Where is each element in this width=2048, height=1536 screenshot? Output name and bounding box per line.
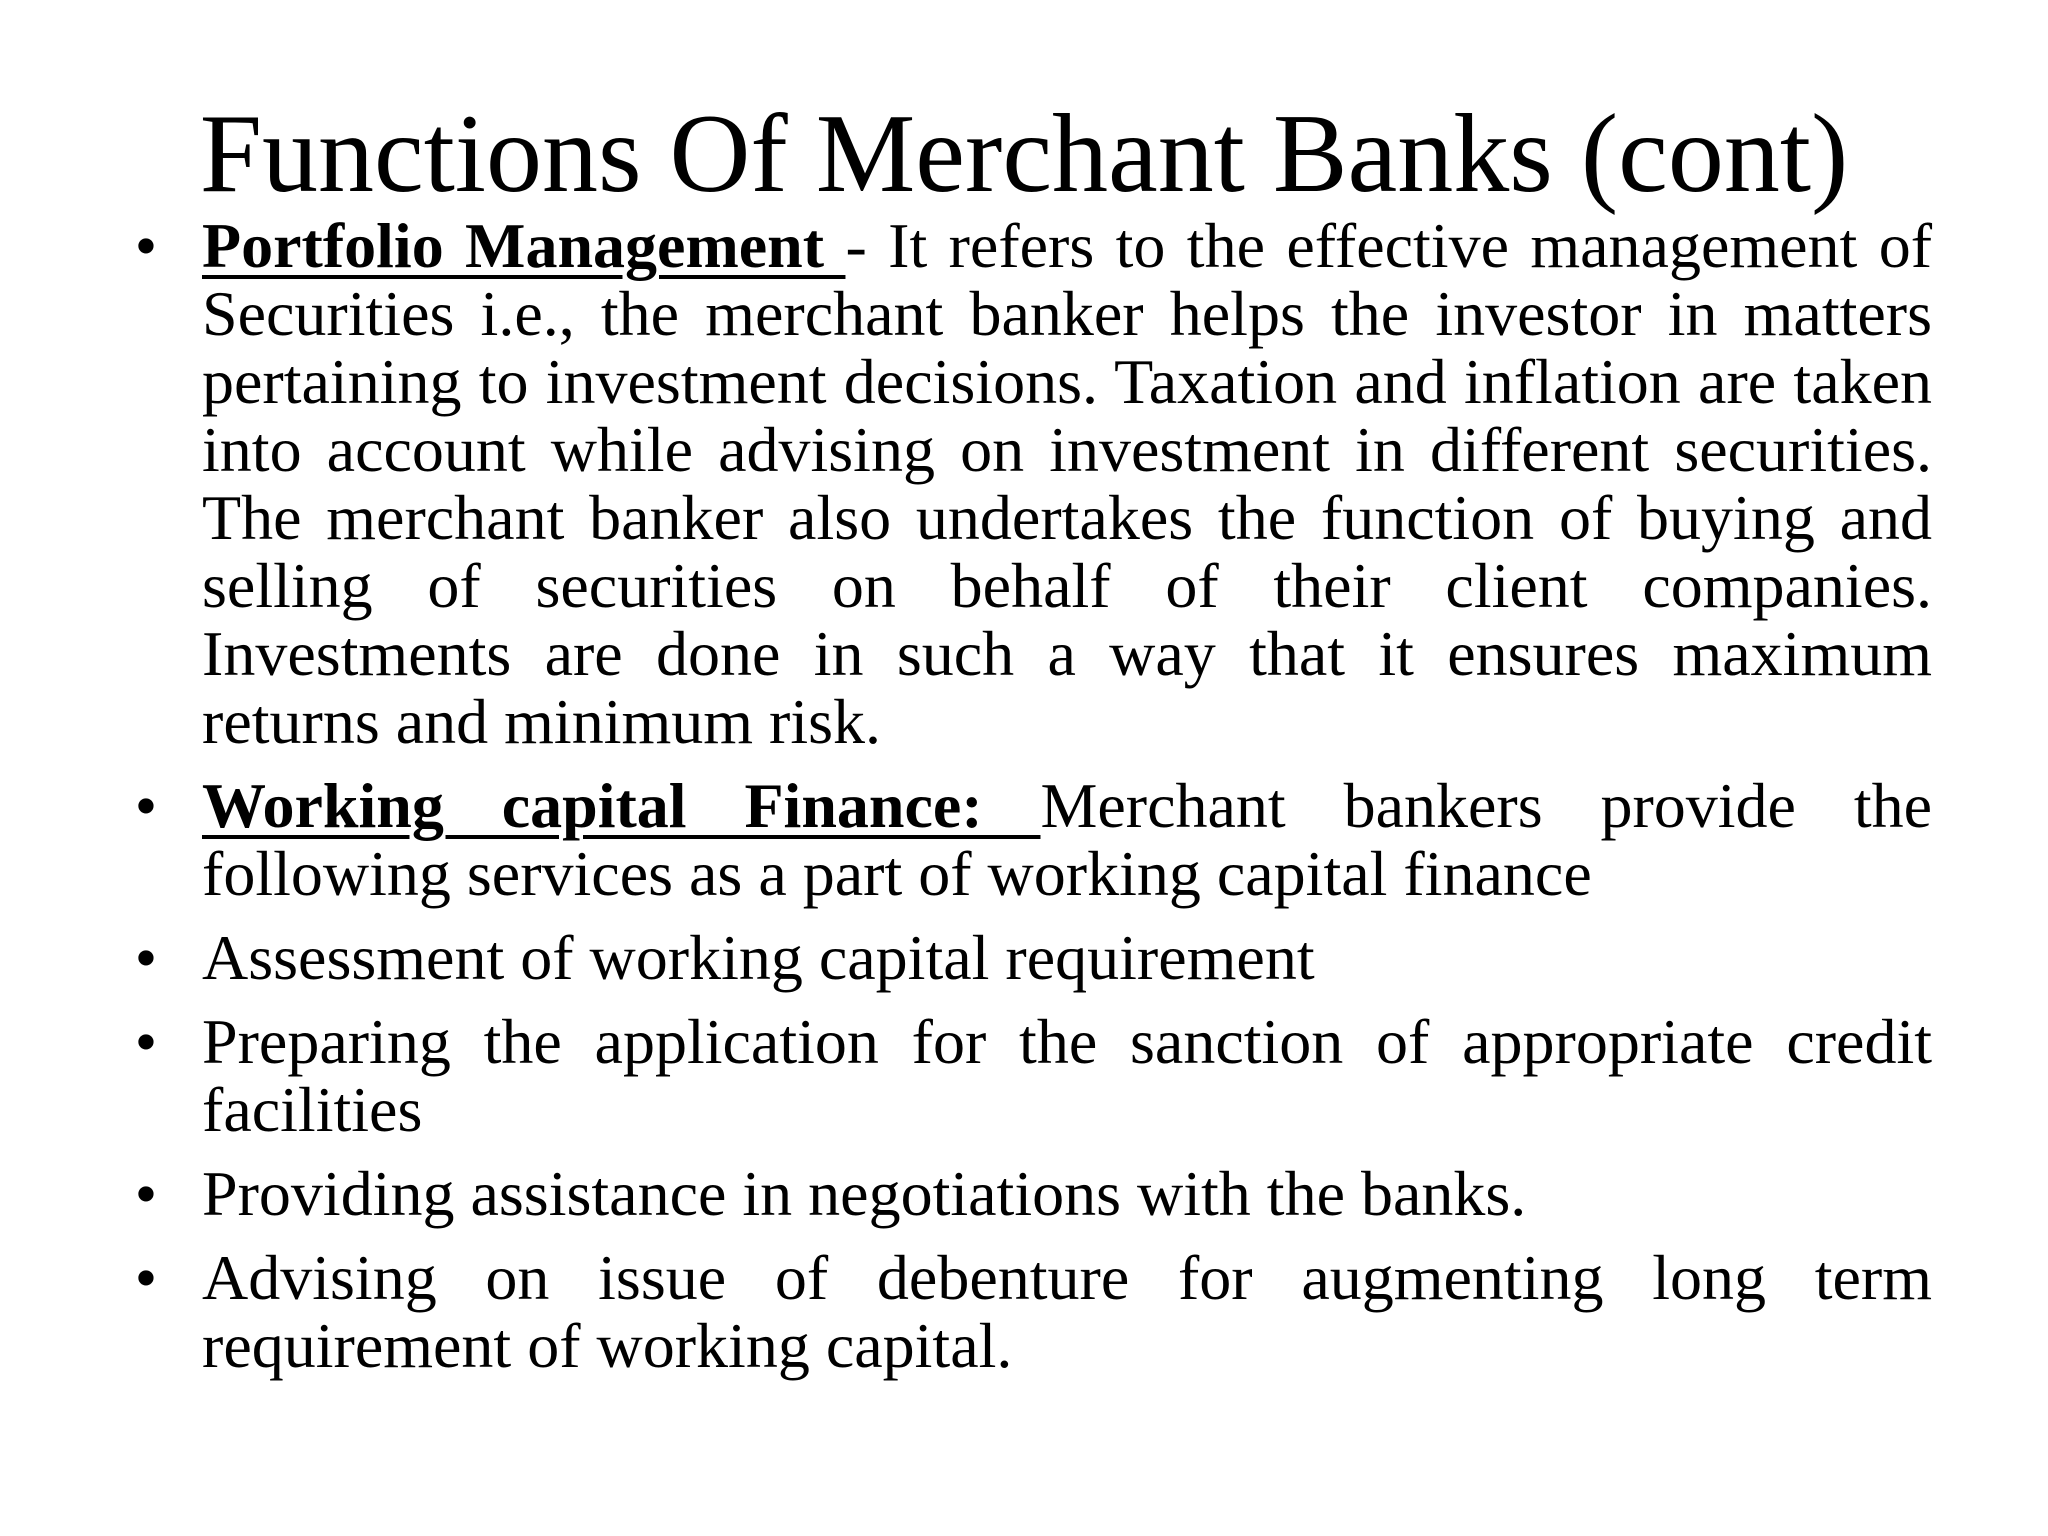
bullet-text: Providing assistance in negotiations with the banks. (202, 1158, 1527, 1229)
bullet-text: Preparing the application for the sanction of appropriate credit facilities (202, 1006, 1932, 1145)
bullet-text: Merchant bankers provide the following services as a part of working capital finance (202, 770, 1932, 909)
term-working-capital-finance: Working capital Finance: (202, 770, 1041, 841)
bullet-item-working-capital-finance (112, 772, 1932, 908)
bullet-icon: • (134, 1158, 158, 1229)
bullet-text: - It refers to the effective management of Securities i.e., the merchant banker helps the investor in matters pertaining to investment decisions. Taxation and inflation are taken into account while advising on investment in different securities. The merchant banker also undertakes the function of buying and selling of securities on behalf of their client companies. Investments are done in such a way that it ensures maximum returns and minimum risk. (202, 210, 1933, 757)
bullet-item-preparing-application (112, 1008, 1932, 1144)
bullet-icon: • (134, 922, 158, 993)
slide-title: Functions Of Merchant Banks (cont) (199, 92, 1849, 216)
bullet-item-advising-debenture (112, 1244, 1932, 1380)
bullet-item-portfolio-management (112, 212, 1932, 756)
bullet-list (112, 212, 1932, 1396)
bullet-text: Advising on issue of debenture for augmenting long term requirement of working capital. (202, 1242, 1932, 1381)
bullet-text: Assessment of working capital requirement (202, 922, 1315, 993)
bullet-icon: • (134, 1006, 158, 1077)
bullet-icon: • (134, 210, 158, 281)
bullet-item-assessment (112, 924, 1932, 992)
term-portfolio-management: Portfolio Management (202, 210, 846, 281)
bullet-icon: • (134, 1242, 158, 1313)
bullet-item-providing-assistance (112, 1160, 1932, 1228)
bullet-icon: • (134, 770, 158, 841)
